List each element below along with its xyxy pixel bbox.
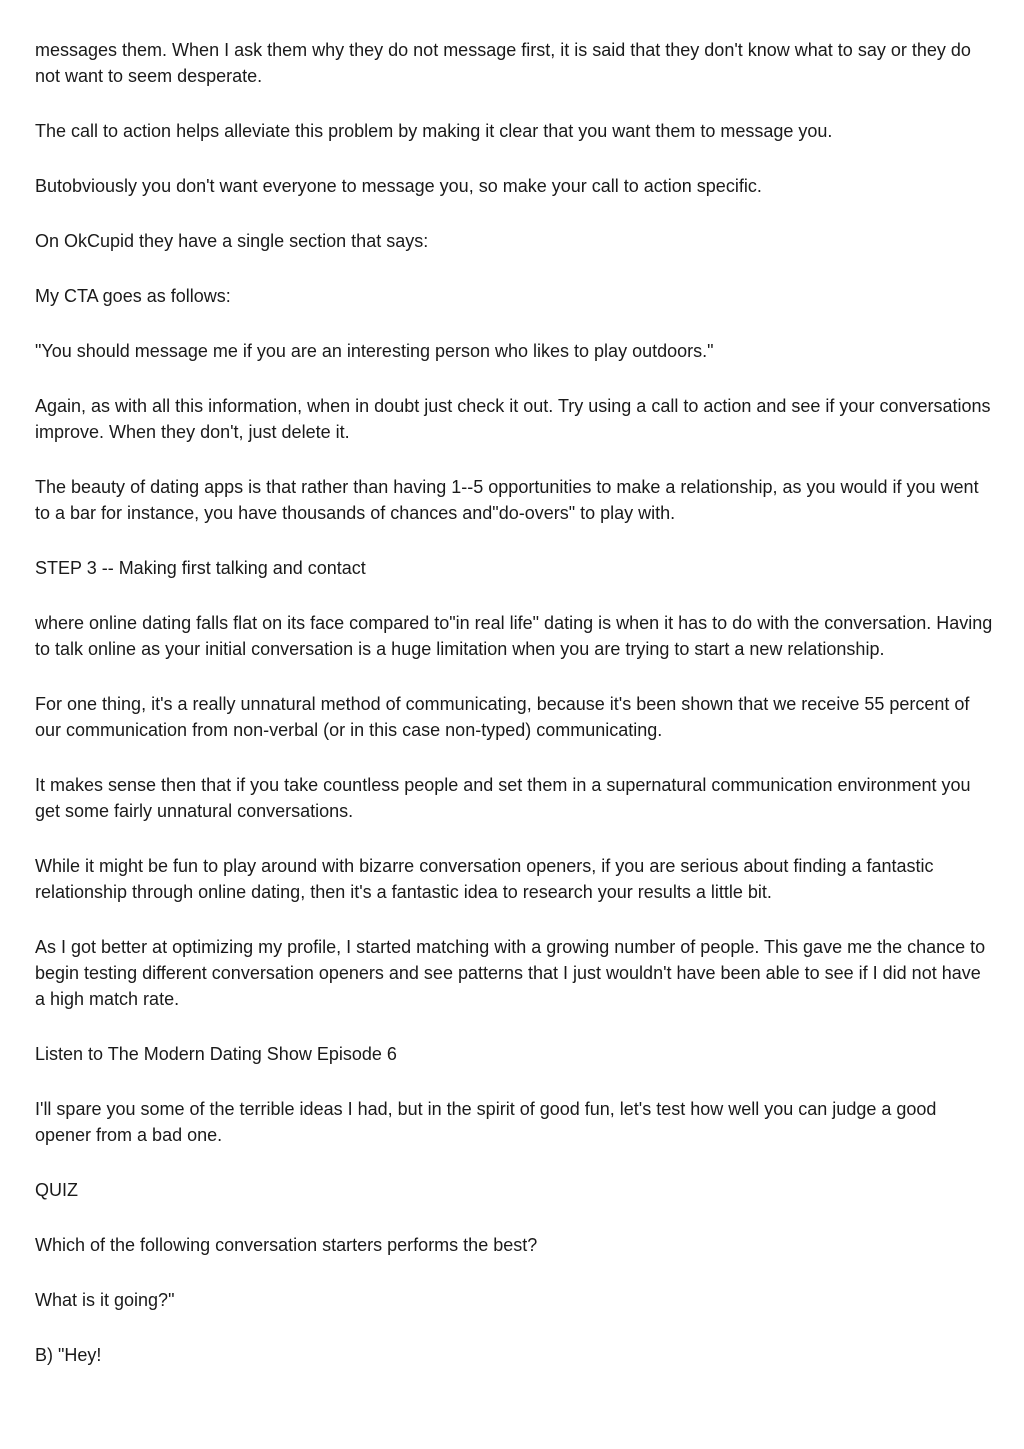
paragraph: The call to action helps alleviate this problem by making it clear that you want them to message you. [35, 121, 833, 141]
quiz-option: What is it going?" [35, 1290, 175, 1310]
paragraph: Butobviously you don't want everyone to message you, so make your call to action specific. [35, 176, 762, 196]
quiz-option: B) "Hey! [35, 1345, 102, 1365]
section-heading: STEP 3 -- Making first talking and contact [35, 558, 366, 578]
paragraph: It makes sense then that if you take countless people and set them in a supernatural communication environment you get some fairly unnatural conversations. [35, 775, 971, 821]
document-body [35, 37, 995, 1397]
paragraph: On OkCupid they have a single section that says: [35, 231, 429, 251]
paragraph: I'll spare you some of the terrible ideas I had, but in the spirit of good fun, let's test how well you can judge a good opener from a bad one. [35, 1099, 937, 1145]
paragraph: My CTA goes as follows: [35, 286, 231, 306]
quiz-heading: QUIZ [35, 1180, 78, 1200]
paragraph: As I got better at optimizing my profile, I started matching with a growing number of people. This gave me the chance to begin testing different conversation openers and see patterns that I just wouldn't have been able to see if I did not have a high match rate. [35, 937, 986, 1009]
paragraph: For one thing, it's a really unnatural method of communicating, because it's been shown that we receive 55 percent of our communication from non-verbal (or in this case non-typed) communicating. [35, 694, 970, 740]
quiz-question: Which of the following conversation starters performs the best? [35, 1235, 538, 1255]
paragraph: The beauty of dating apps is that rather than having 1--5 opportunities to make a relationship, as you would if you went to a bar for instance, you have thousands of chances and"do-overs" to play with. [35, 477, 979, 523]
paragraph: where online dating falls flat on its face compared to"in real life" dating is when it has to do with the conversation. Having to talk online as your initial conversation is a huge limitation when you are trying to start a new relationship. [35, 613, 993, 659]
paragraph: While it might be fun to play around with bizarre conversation openers, if you are serious about finding a fantastic relationship through online dating, then it's a fantastic idea to research your results a little bit. [35, 856, 934, 902]
paragraph: Listen to The Modern Dating Show Episode 6 [35, 1044, 397, 1064]
paragraph: "You should message me if you are an interesting person who likes to play outdoors." [35, 341, 714, 361]
paragraph: Again, as with all this information, when in doubt just check it out. Try using a call to action and see if your conversations improve. When they don't, just delete it. [35, 396, 991, 442]
paragraph: messages them. When I ask them why they do not message first, it is said that they don't know what to say or they do not want to seem desperate. [35, 40, 971, 86]
